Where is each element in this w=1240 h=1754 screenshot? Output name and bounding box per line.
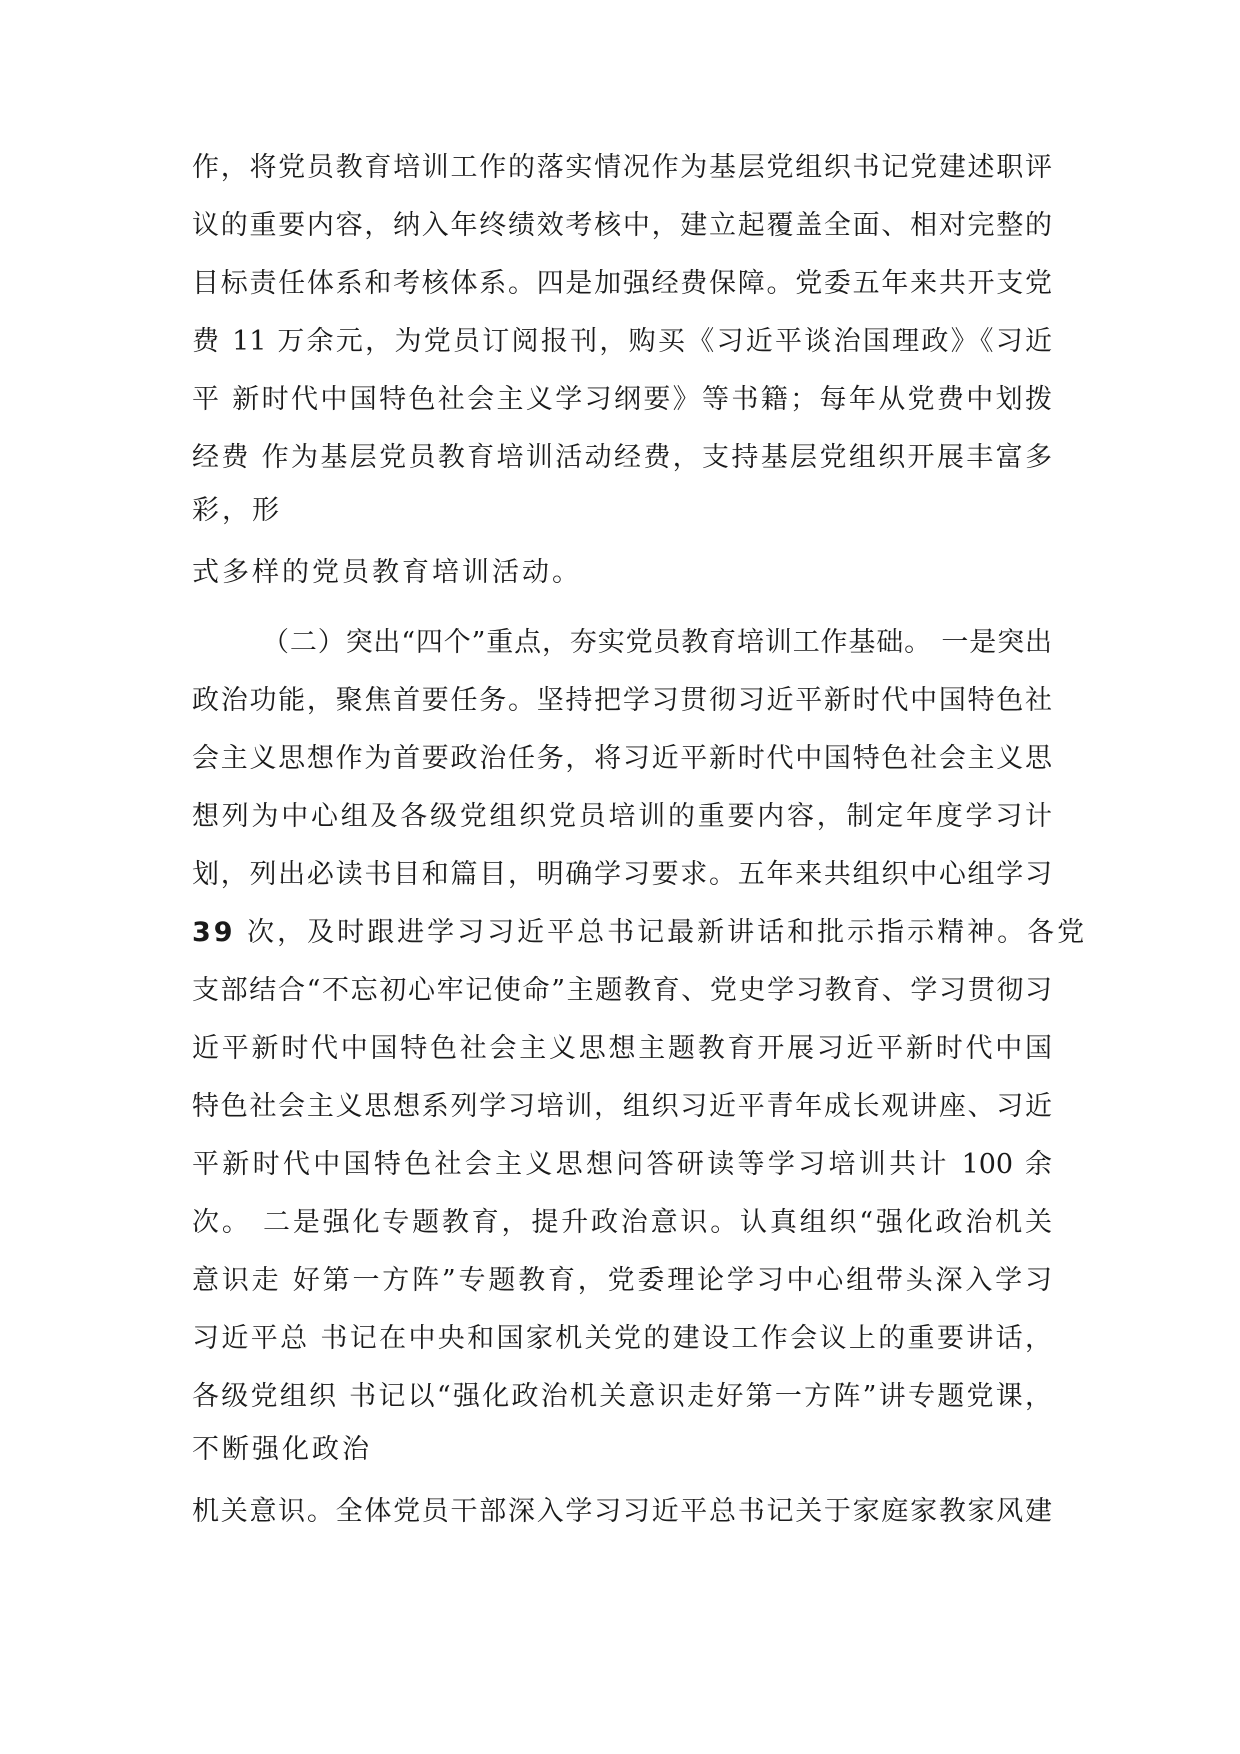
text-line: 作，将党员教育培训工作的落实情况作为基层党组织书记党建述职评 [192,152,1052,183]
text-line: 习近平总 书记在中央和国家机关党的建设工作会议上的重要讲话， [192,1323,1052,1354]
section-heading-line: （二）突出“四个”重点，夯实党员教育培训工作基础。 一是突出 [262,627,1052,658]
text-line: 式多样的党员教育培训活动。 [192,557,582,588]
text-line: 彩，形 [192,495,282,526]
text-line: 政治功能，聚焦首要任务。坚持把学习贯彻习近平新时代中国特色社 [192,685,1052,716]
text-line: 意识走 好第一方阵”专题教育，党委理论学习中心组带头深入学习 [192,1265,1052,1296]
text-line: 议的重要内容，纳入年终绩效考核中，建立起覆盖全面、相对完整的 [192,210,1052,241]
text-line: 费 11 万余元，为党员订阅报刊，购买《习近平谈治国理政》《习近 [192,326,1052,357]
text-line: 机关意识。全体党员干部深入学习习近平总书记关于家庭家教家风建 [192,1496,1052,1527]
text-line-rest: 次，及时跟进学习习近平总书记最新讲话和批示指示精神。各党 [235,917,1088,948]
text-line: 想列为中心组及各级党组织党员培训的重要内容，制定年度学习计 [192,801,1052,832]
text-line: 平新时代中国特色社会主义思想问答研读等学习培训共计 100 余 [192,1149,1052,1180]
text-line: 经费 作为基层党员教育培训活动经费，支持基层党组织开展丰富多 [192,442,1052,473]
text-line: 支部结合“不忘初心牢记使命”主题教育、党史学习教育、学习贯彻习 [192,975,1052,1006]
text-line: 会主义思想作为首要政治任务，将习近平新时代中国特色社会主义思 [192,743,1052,774]
study-count-number: 39 [192,917,236,948]
text-line: 各级党组织 书记以“强化政治机关意识走好第一方阵”讲专题党课， [192,1381,1052,1412]
text-line: 目标责任体系和考核体系。四是加强经费保障。党委五年来共开支党 [192,268,1052,299]
text-line [192,913,1088,953]
text-line: 特色社会主义思想系列学习培训，组织习近平青年成长观讲座、习近 [192,1091,1052,1122]
text-line: 划，列出必读书目和篇目，明确学习要求。五年来共组织中心组学习 [192,859,1052,890]
text-line: 次。 二是强化专题教育，提升政治意识。认真组织“强化政治机关 [192,1207,1052,1238]
text-line: 不断强化政治 [192,1434,372,1465]
text-line: 近平新时代中国特色社会主义思想主题教育开展习近平新时代中国 [192,1033,1052,1064]
text-line: 平 新时代中国特色社会主义学习纲要》等书籍；每年从党费中划拨 [192,384,1052,415]
